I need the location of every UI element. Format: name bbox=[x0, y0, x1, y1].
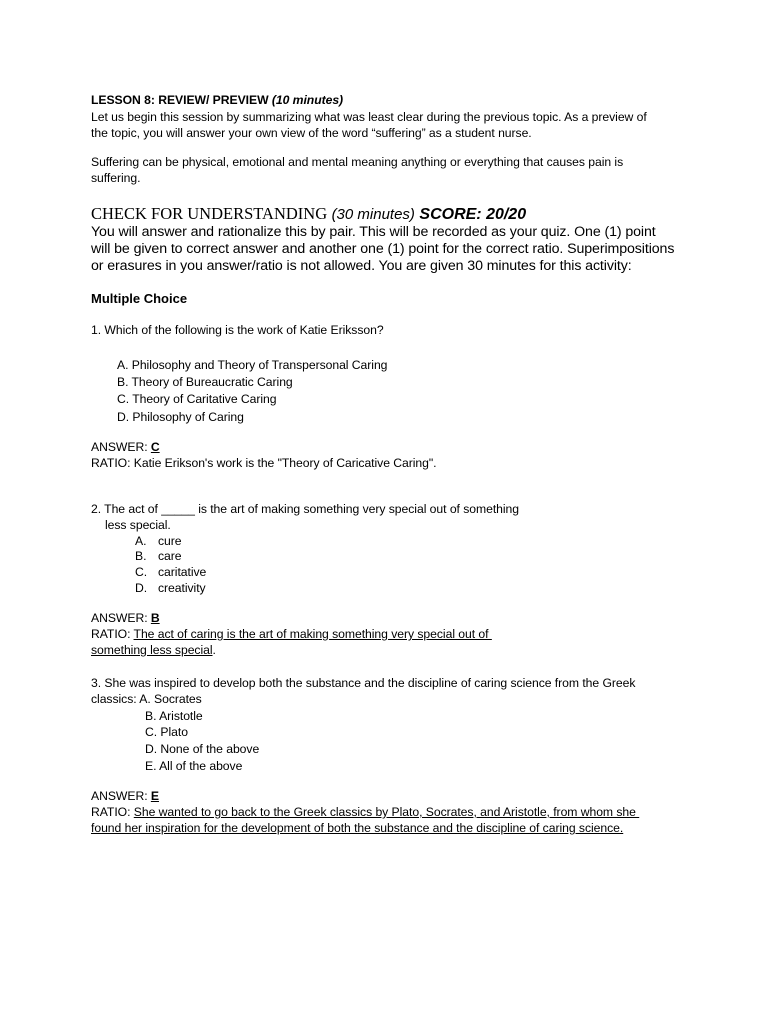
q2-ratio-continued: something less special bbox=[91, 643, 213, 657]
lesson-title: LESSON 8: REVIEW/ PREVIEW bbox=[91, 93, 269, 107]
q2-ratio: The act of caring is the art of making something very special out of bbox=[133, 627, 492, 641]
lesson-heading bbox=[91, 92, 343, 108]
q2-option-letter: D. bbox=[135, 581, 148, 595]
q3-ratio-continued: found her inspiration for the development of both the substance and the discipline of caring science. bbox=[91, 821, 624, 835]
q2-option-letter: A. bbox=[135, 534, 147, 548]
score-badge: SCORE: 20/20 bbox=[419, 206, 527, 223]
q2-ratio-line-1 bbox=[91, 626, 492, 642]
q2-question-line-2: less special. bbox=[105, 518, 171, 532]
q2-option-text: cure bbox=[158, 534, 182, 548]
q1-question: 1. Which of the following is the work of Katie Eriksson? bbox=[91, 323, 384, 337]
q3-option: C. Plato bbox=[145, 725, 188, 739]
q1-answer: C bbox=[150, 440, 160, 454]
q3-option: B. Aristotle bbox=[145, 709, 203, 723]
q2-option-letter: C. bbox=[135, 565, 148, 579]
q2-option bbox=[135, 564, 206, 580]
answer-label: ANSWER: bbox=[91, 611, 151, 625]
check-heading bbox=[91, 204, 526, 224]
q1-option: A. Philosophy and Theory of Transpersonal Caring bbox=[117, 358, 388, 372]
q2-option bbox=[135, 533, 182, 549]
q2-ratio-end: . bbox=[212, 643, 216, 657]
q3-answer: E bbox=[150, 789, 159, 803]
section-heading: Multiple Choice bbox=[91, 291, 188, 306]
q3-question-line-2: classics: A. Socrates bbox=[91, 692, 202, 706]
check-instruction-line-2: will be given to correct answer and another one (1) point for the correct ratio. Superimpositions bbox=[91, 241, 675, 257]
q3-question-line-1: 3. She was inspired to develop both the substance and the discipline of caring science from the Greek bbox=[91, 676, 636, 690]
answer-label: ANSWER: bbox=[91, 440, 151, 454]
q1-answer-line bbox=[91, 439, 160, 455]
q2-option-text: care bbox=[158, 549, 182, 563]
lesson-duration: (10 minutes) bbox=[271, 93, 344, 107]
q3-option: D. None of the above bbox=[145, 742, 260, 756]
q3-ratio-line-1 bbox=[91, 804, 639, 820]
q2-answer-line bbox=[91, 610, 160, 626]
q2-question-line-1: 2. The act of _____ is the art of making something very special out of something bbox=[91, 502, 519, 516]
ratio-label: RATIO: bbox=[91, 805, 134, 819]
check-duration: (30 minutes) bbox=[331, 206, 415, 223]
q2-option-text: caritative bbox=[158, 565, 207, 579]
lesson-intro-line-2: the topic, you will answer your own view of the word “suffering” as a student nurse. bbox=[91, 126, 532, 140]
lesson-intro-line-1: Let us begin this session by summarizing what was least clear during the previous topic. As a preview of bbox=[91, 110, 647, 124]
q1-option: C. Theory of Caritative Caring bbox=[117, 392, 277, 406]
q1-option: D. Philosophy of Caring bbox=[117, 410, 244, 424]
q3-ratio-line-2 bbox=[91, 820, 623, 836]
q2-answer: B bbox=[150, 611, 160, 625]
q2-option bbox=[135, 548, 182, 564]
q1-ratio-line bbox=[91, 455, 437, 471]
q1-ratio: Katie Erikson's work is the "Theory of Caricative Caring". bbox=[133, 456, 437, 470]
ratio-label: RATIO: bbox=[91, 627, 134, 641]
q3-ratio: She wanted to go back to the Greek classics by Plato, Socrates, and Aristotle, from whom she bbox=[133, 805, 640, 819]
q3-option: E. All of the above bbox=[145, 759, 243, 773]
q2-option bbox=[135, 580, 206, 596]
q2-option-letter: B. bbox=[135, 549, 147, 563]
check-instruction-line-3: or erasures in you answer/ratio is not allowed. You are given 30 minutes for this activity: bbox=[91, 258, 632, 274]
check-title: CHECK FOR UNDERSTANDING bbox=[91, 204, 328, 223]
q1-option: B. Theory of Bureaucratic Caring bbox=[117, 375, 293, 389]
lesson-answer-line-2: suffering. bbox=[91, 171, 141, 185]
answer-label: ANSWER: bbox=[91, 789, 151, 803]
q3-answer-line bbox=[91, 788, 159, 804]
ratio-label: RATIO: bbox=[91, 456, 134, 470]
lesson-answer-line-1: Suffering can be physical, emotional and mental meaning anything or everything that causes pain is bbox=[91, 155, 624, 169]
q2-ratio-line-2 bbox=[91, 642, 216, 658]
q2-option-text: creativity bbox=[158, 581, 206, 595]
check-instruction-line-1: You will answer and rationalize this by pair. This will be recorded as your quiz. One (1) point bbox=[91, 224, 656, 240]
